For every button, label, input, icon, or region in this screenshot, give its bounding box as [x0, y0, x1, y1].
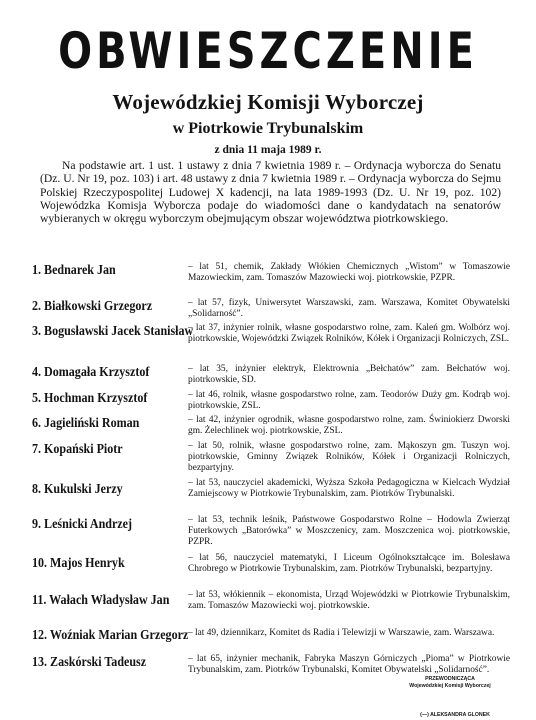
candidate-description: – lat 46, rolnik, własne gospodarstwo rolne, zam. Teodorów Duży gm. Kodrąb woj. piotrkowskie, ZSL.	[188, 390, 510, 412]
candidate-description: – lat 35, inżynier elektryk, Elektrownia „Bełchatów” zam. Bełchatów woj. piotrkowskie, SD.	[188, 364, 510, 386]
candidate-description: – lat 49, dziennikarz, Komitet ds Radia i Telewizji w Warszawie, zam. Warszawa.	[188, 628, 495, 638]
candidate-name: 2. Białkowski Grzegorz	[32, 299, 153, 314]
candidate-name: 8. Kukulski Jerzy	[32, 482, 123, 497]
signature-body: Wojewódzkiej Komisji Wyborczej	[409, 683, 491, 689]
candidate-name: 11. Wałach Władysław Jan	[32, 593, 170, 608]
notice-title: OBWIESZCZENIE	[58, 22, 478, 80]
signature-name: (—) ALEKSANDRA GLONEK	[420, 712, 490, 718]
candidate-description: – lat 51, chemik, Zakłady Włókien Chemicznych „Wistom” w Tomaszowie Mazowieckim, zam. Tomaszów Mazowiecki woj. piotrkowskie, PZPR.	[188, 262, 510, 284]
issuer-line: Wojewódzkiej Komisji Wyborczej	[112, 90, 424, 114]
issuer-location: w Piotrkowie Trybunalskim	[172, 120, 364, 137]
candidate-name: 12. Woźniak Marian Grzegorz	[32, 628, 189, 643]
signature-role: PRZEWODNICZĄCA	[425, 676, 475, 682]
candidate-name: 3. Bogusławski Jacek Stanisław	[32, 324, 194, 339]
candidate-name: 4. Domagała Krzysztof	[32, 365, 150, 380]
candidate-description: – lat 53, technik leśnik, Państwowe Gospodarstwo Rolne – Hodowla Zwierząt Futerkowych „Batorówka” w Moszczenicy, zam. Moszczenica woj. piotrkowskie, PZPR.	[188, 515, 510, 548]
notice-date: z dnia 11 maja 1989 r.	[214, 144, 322, 156]
candidate-name: 5. Hochman Krzysztof	[32, 391, 148, 406]
candidate-description: – lat 56, nauczyciel matematyki, I Liceum Ogólnokształcące im. Bolesława Chrobrego w Piotrkowie Trybunalskim, zam. Piotrków Trybunalski, bezpartyjny.	[188, 553, 510, 575]
candidate-name: 10. Majos Henryk	[32, 556, 125, 571]
candidate-name: 7. Kopański Piotr	[32, 442, 123, 457]
candidate-description: – lat 53, włókiennik – ekonomista, Urząd Wojewódzki w Piotrkowie Trybunalskim, zam. Tomaszów Mazowiecki woj. piotrkowskie.	[188, 590, 510, 612]
candidate-description: – lat 57, fizyk, Uniwersytet Warszawski, zam. Warszawa, Komitet Obywatelski „Solidarność”.	[188, 298, 510, 320]
candidate-name: 13. Zaskórski Tadeusz	[32, 655, 147, 670]
candidate-name: 6. Jagieliński Roman	[32, 416, 140, 431]
signature-block	[390, 676, 510, 690]
candidate-name: 1. Bednarek Jan	[32, 263, 116, 278]
candidate-description: – lat 53, nauczyciel akademicki, Wyższa Szkoła Pedagogiczna w Kielcach Wydział Zamiejscowy w Piotrkowie Trybunalskim, zam. Piotrków Trybunalski.	[188, 478, 510, 500]
candidate-description: – lat 37, inżynier rolnik, własne gospodarstwo rolne, zam. Kaleń gm. Wolbórz woj. piotrkowskie, Wojewódzki Związek Rolników, Kółek i Organizacji Rolniczych, ZSL.	[188, 323, 510, 345]
candidate-name: 9. Leśnicki Andrzej	[32, 517, 133, 532]
intro-paragraph	[40, 159, 501, 225]
intro-text: Na podstawie art. 1 ust. 1 ustawy z dnia 7 kwietnia 1989 r. – Ordynacja wyborcza do Senatu (Dz. U. Nr 19, poz. 103) i art. 48 ustawy z dnia 7 kwietnia 1989 r. – Ordynacja wyborcza do Sejmu Polskiej Rzeczypospolitej Ludowej X kadencji, na lata 1989-1993 (Dz. U. Nr 19, poz. 102) Wojewódzka Komisja Wyborcza podaje do wiadomości dane o kandydatach na senatorów wybieranych w okręgu wyborczym obejmującym obszar województwa piotrkowskiego.	[40, 159, 501, 226]
candidate-description: – lat 50, rolnik, własne gospodarstwo rolne, zam. Mąkoszyn gm. Tuszyn woj. piotrkowskie, Gminny Związek Rolników, Kółek i Organizacji Rolniczych, bezpartyjny.	[188, 441, 510, 474]
candidate-description: – lat 42, inżynier ogrodnik, własne gospodarstwo rolne, zam. Świniokierz Dworski gm. Żelechlinek woj. piotrkowskie, ZSL.	[188, 415, 510, 437]
candidate-description: – lat 65, inżynier mechanik, Fabryka Maszyn Górniczych „Pioma” w Piotrkowie Trybunalskim, zam. Piotrków Trybunalski, Komitet Obywatelski „Solidarność”.	[188, 654, 510, 676]
